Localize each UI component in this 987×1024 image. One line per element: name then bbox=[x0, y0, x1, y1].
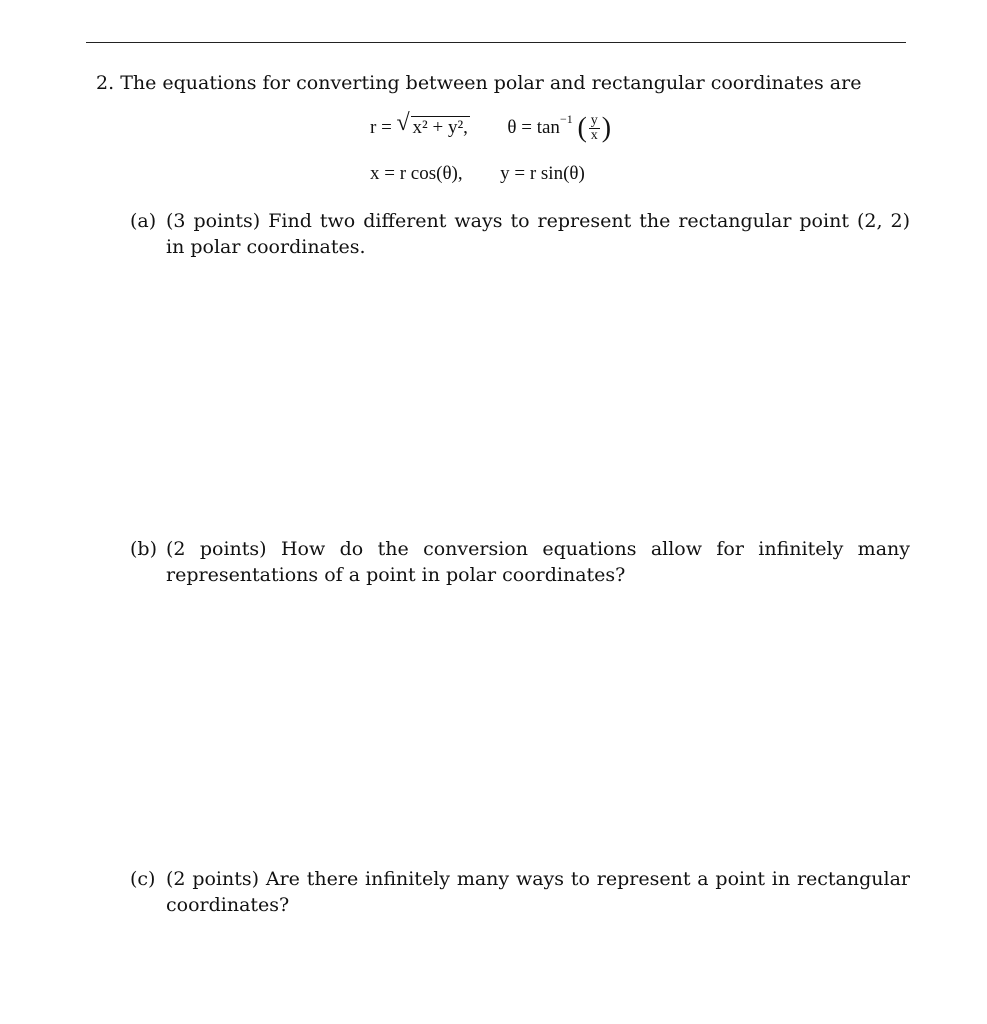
part-b bbox=[130, 536, 910, 588]
part-c-text: (2 points) Are there infinitely many ways to represent a point in rectangular coordinates? bbox=[166, 868, 910, 916]
radicand: x² + y², bbox=[412, 117, 468, 138]
fraction-numerator: y bbox=[590, 113, 598, 129]
part-a-label: (a) bbox=[130, 210, 157, 232]
equation-line-1: r = √ x² + y², $\theta = \tan^{-1}$ ( $\frac{y}{x}$ ) bbox=[370, 110, 612, 144]
part-a bbox=[130, 208, 910, 260]
radical-sign: √ bbox=[396, 110, 410, 136]
y-over-x-fraction bbox=[589, 114, 600, 143]
r-equals: r = bbox=[370, 117, 392, 138]
y-equation: y = r sin(θ) bbox=[500, 163, 585, 184]
part-b-label: (b) bbox=[130, 538, 157, 560]
part-b-text: (2 points) How do the conversion equations allow for infinitely many representations of a point in polar coordinates? bbox=[166, 538, 910, 586]
inverse-exponent: −1 bbox=[559, 112, 573, 126]
fraction-denominator: x bbox=[590, 128, 598, 144]
top-rule bbox=[86, 42, 906, 43]
part-c bbox=[130, 866, 910, 918]
x-equation: x = r cos(θ), bbox=[370, 163, 463, 184]
problem-stem bbox=[96, 72, 861, 94]
sqrt-expression bbox=[396, 110, 470, 139]
equation-line-2 bbox=[370, 163, 585, 185]
theta-equals: θ = tan bbox=[507, 117, 560, 138]
problem-stem-text: The equations for converting between polar and rectangular coordinates are bbox=[120, 72, 862, 94]
problem-number: 2. bbox=[96, 72, 115, 94]
part-c-label: (c) bbox=[130, 868, 156, 890]
part-a-text: (3 points) Find two different ways to represent the rectangular point (2, 2) in polar coordinates. bbox=[166, 210, 910, 258]
